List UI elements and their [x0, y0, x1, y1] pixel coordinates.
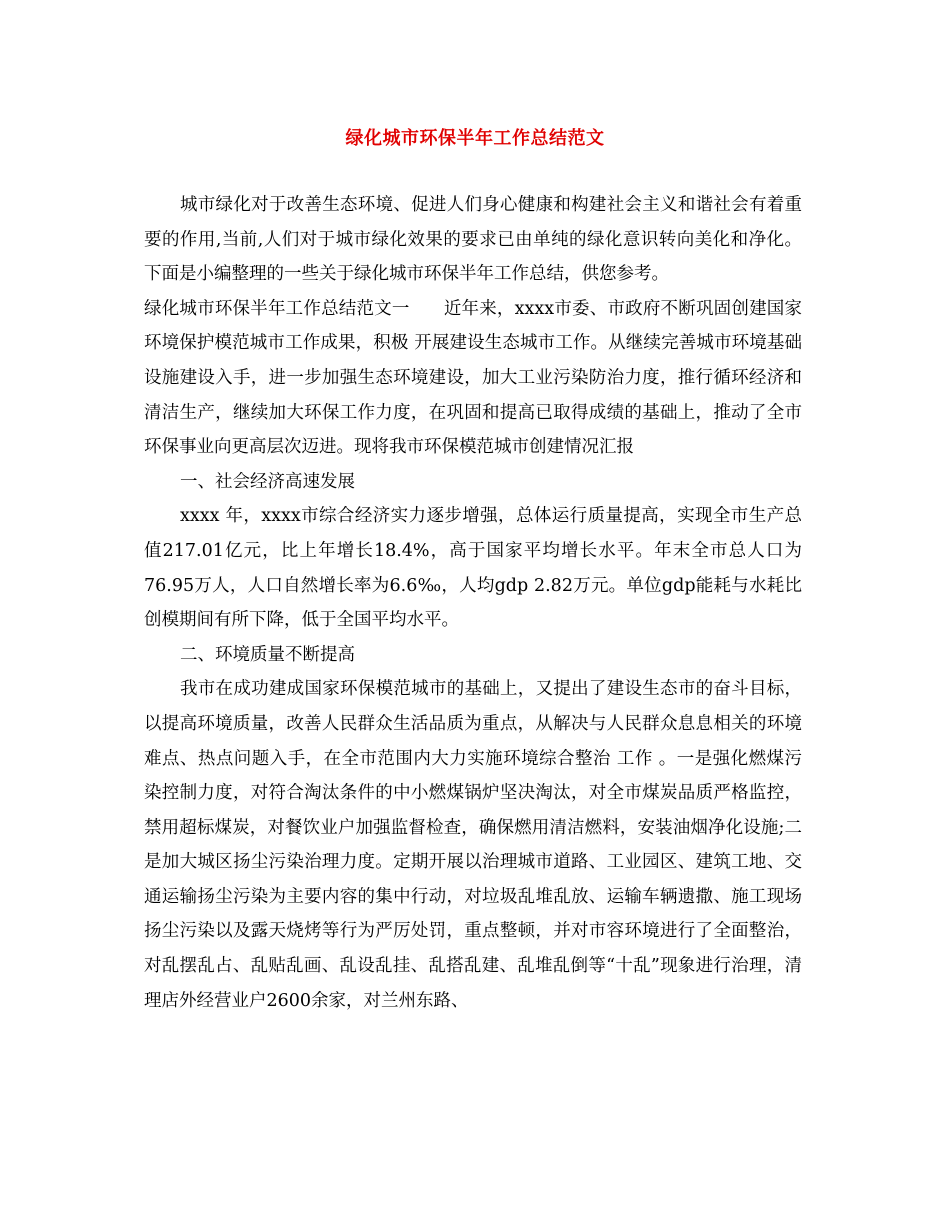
section-paragraph — [144, 292, 802, 465]
economy-paragraph: xxxx 年，xxxx市综合经济实力逐步增强，总体运行质量提高，实现全市生产总值217.01亿元，比上年增长18.4%，高于国家平均增长水平。年末全市总人口为76.95万人，人口自然增长率为6.6‰，人均gdp 2.82万元。单位gdp能耗与水耗比创模期间有所下降，低于全国平均水平。 — [144, 506, 802, 631]
heading-environment: 二、环境质量不断提高 — [180, 644, 355, 665]
document-title: 绿化城市环保半年工作总结范文 — [345, 128, 605, 149]
section-text: 近年来，xxxx市委、市政府不断巩固创建国家环境保护模范城市工作成果，积极 开展建设生态城市工作。从继续完善城市环境基础设施建设入手，进一步加强生态环境建设，加大工业污染防治力度，推行循环经济和清洁生产，继续加大环保工作力度，在巩固和提高已取得成绩的基础上，推动了全市环保事业向更高层次迈进。现将我市环保模范城市创建情况汇报 — [144, 298, 803, 458]
intro-paragraph: 城市绿化对于改善生态环境、促进人们身心健康和构建社会主义和谐社会有着重要的作用,当前,人们对于城市绿化效果的要求已由单纯的绿化意识转向美化和净化。下面是小编整理的一些关于绿化城市环保半年工作总结，供您参考。 — [144, 195, 802, 285]
document-body — [144, 188, 802, 1018]
environment-paragraph: 我市在成功建成国家环保模范城市的基础上，又提出了建设生态市的奋斗目标，以提高环境质量，改善人民群众生活品质为重点，从解决与人民群众息息相关的环境难点、热点问题入手，在全市范围内大力实施环境综合整治 工作 。一是强化燃煤污染控制力度，对符合淘汰条件的中小燃煤锅炉坚决淘汰，对全市煤炭品质严格监控，禁用超标煤炭，对餐饮业户加强监督检查，确保燃用清洁燃料，安装油烟净化设施;二是加大城区扬尘污染治理力度。定期开展以治理城市道路、工业园区、建筑工地、交通运输扬尘污染为主要内容的集中行动，对垃圾乱堆乱放、运输车辆遗撒、施工现场扬尘污染以及露天烧烤等行为严厉处罚，重点整顿，并对市容环境进行了全面整治，对乱摆乱占、乱贴乱画、乱设乱挂、乱搭乱建、乱堆乱倒等“十乱”现象进行治理，清理店外经营业户2600余家，对兰州东路、 — [144, 679, 802, 1011]
section-label: 绿化城市环保半年工作总结范文一 — [144, 298, 410, 319]
heading-economy: 一、社会经济高速发展 — [180, 471, 355, 492]
